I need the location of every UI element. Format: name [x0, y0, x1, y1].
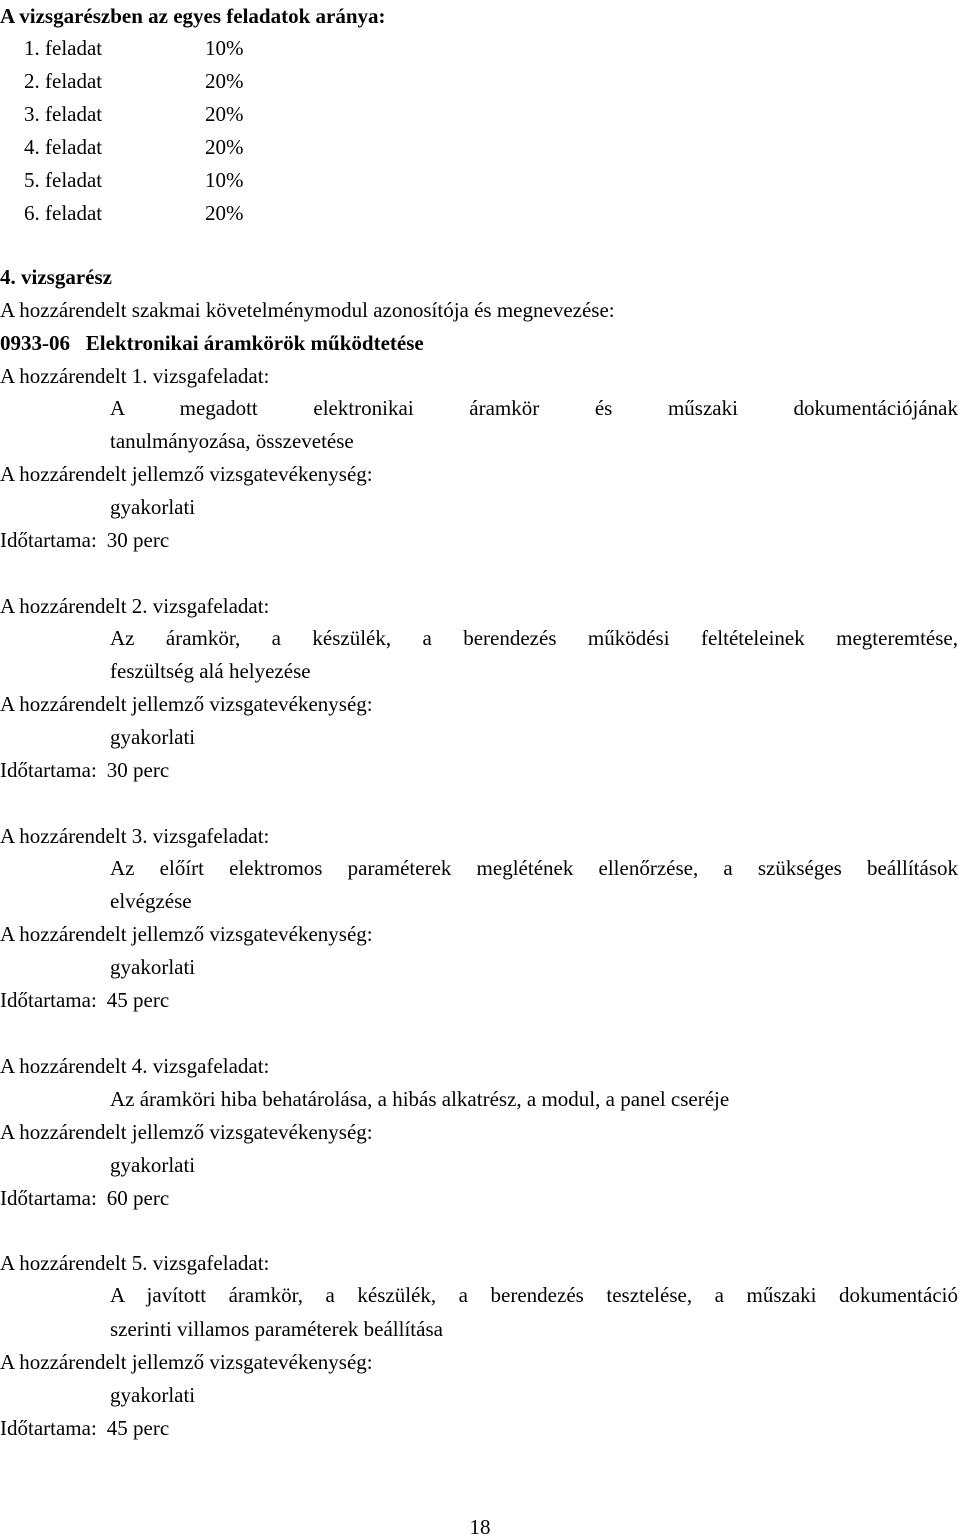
activity-label: A hozzárendelt jellemző vizsgatevékenység:	[0, 692, 373, 716]
duration-label: Időtartama:	[0, 528, 97, 552]
duration	[0, 988, 169, 1012]
activity-value: gyakorlati	[110, 725, 196, 749]
task-description: Az áramkör, a készülék, a berendezés működési feltételeinek megteremtése,	[110, 626, 958, 650]
activity-label: A hozzárendelt jellemző vizsgatevékenység:	[0, 1350, 373, 1374]
ratio-item-value: 10%	[205, 168, 244, 192]
ratio-item-value: 10%	[205, 36, 244, 60]
duration-label: Időtartama:	[0, 758, 97, 782]
activity-value: gyakorlati	[110, 1383, 196, 1407]
duration	[0, 1416, 169, 1440]
task-description: Az áramköri hiba behatárolása, a hibás alkatrész, a modul, a panel cseréje	[110, 1087, 730, 1111]
page-number: 18	[469, 1515, 491, 1539]
ratio-item-label: 4. feladat	[24, 135, 103, 159]
duration-value: 60 perc	[106, 1186, 170, 1210]
ratio-item-value: 20%	[205, 69, 244, 93]
task-description-cont: tanulmányozása, összevetése	[110, 429, 354, 453]
task-heading: A hozzárendelt 1. vizsgafeladat:	[0, 364, 270, 388]
ratio-item-label: 2. feladat	[24, 69, 103, 93]
activity-value: gyakorlati	[110, 495, 196, 519]
ratio-item-value: 20%	[205, 102, 244, 126]
ratio-item	[24, 102, 324, 126]
ratio-item-label: 3. feladat	[24, 102, 103, 126]
task-description-cont: feszültség alá helyezése	[110, 659, 311, 683]
task-description: A megadott elektronikai áramkör és műszaki dokumentációjának	[110, 396, 958, 420]
ratio-item	[24, 201, 324, 225]
ratio-item-value: 20%	[205, 135, 244, 159]
duration-label: Időtartama:	[0, 988, 97, 1012]
duration-value: 45 perc	[106, 1416, 170, 1440]
ratio-item-label: 6. feladat	[24, 201, 103, 225]
task-heading: A hozzárendelt 5. vizsgafeladat:	[0, 1251, 270, 1275]
ratio-item	[24, 135, 324, 159]
ratio-item-label: 5. feladat	[24, 168, 103, 192]
duration-label: Időtartama:	[0, 1416, 97, 1440]
ratio-item-value: 20%	[205, 201, 244, 225]
ratio-item-label: 1. feladat	[24, 36, 103, 60]
duration-value: 30 perc	[106, 758, 170, 782]
task-description-cont: szerinti villamos paraméterek beállítása	[110, 1317, 443, 1341]
duration	[0, 528, 169, 552]
duration-label: Időtartama:	[0, 1186, 97, 1210]
task-heading: A hozzárendelt 3. vizsgafeladat:	[0, 824, 270, 848]
task-heading: A hozzárendelt 2. vizsgafeladat:	[0, 594, 270, 618]
activity-label: A hozzárendelt jellemző vizsgatevékenység:	[0, 1120, 373, 1144]
module-label: A hozzárendelt szakmai követelménymodul azonosítója és megnevezése:	[0, 298, 615, 322]
section-title: 4. vizsgarész	[0, 265, 112, 289]
module-name: 0933-06 Elektronikai áramkörök működtetése	[0, 331, 424, 355]
task-heading: A hozzárendelt 4. vizsgafeladat:	[0, 1054, 270, 1078]
ratio-item	[24, 69, 324, 93]
task-description: A javított áramkör, a készülék, a berendezés tesztelése, a műszaki dokumentáció	[110, 1283, 958, 1307]
ratio-item	[24, 168, 324, 192]
activity-value: gyakorlati	[110, 955, 196, 979]
duration	[0, 1186, 169, 1210]
task-description-cont: elvégzése	[110, 889, 192, 913]
activity-label: A hozzárendelt jellemző vizsgatevékenység:	[0, 922, 373, 946]
task-description: Az előírt elektromos paraméterek meglétének ellenőrzése, a szükséges beállítások	[110, 856, 958, 880]
duration-value: 30 perc	[106, 528, 170, 552]
duration	[0, 758, 169, 782]
activity-label: A hozzárendelt jellemző vizsgatevékenység:	[0, 462, 373, 486]
ratio-item	[24, 36, 324, 60]
ratio-heading: A vizsgarészben az egyes feladatok aránya:	[0, 4, 386, 28]
activity-value: gyakorlati	[110, 1153, 196, 1177]
duration-value: 45 perc	[106, 988, 170, 1012]
